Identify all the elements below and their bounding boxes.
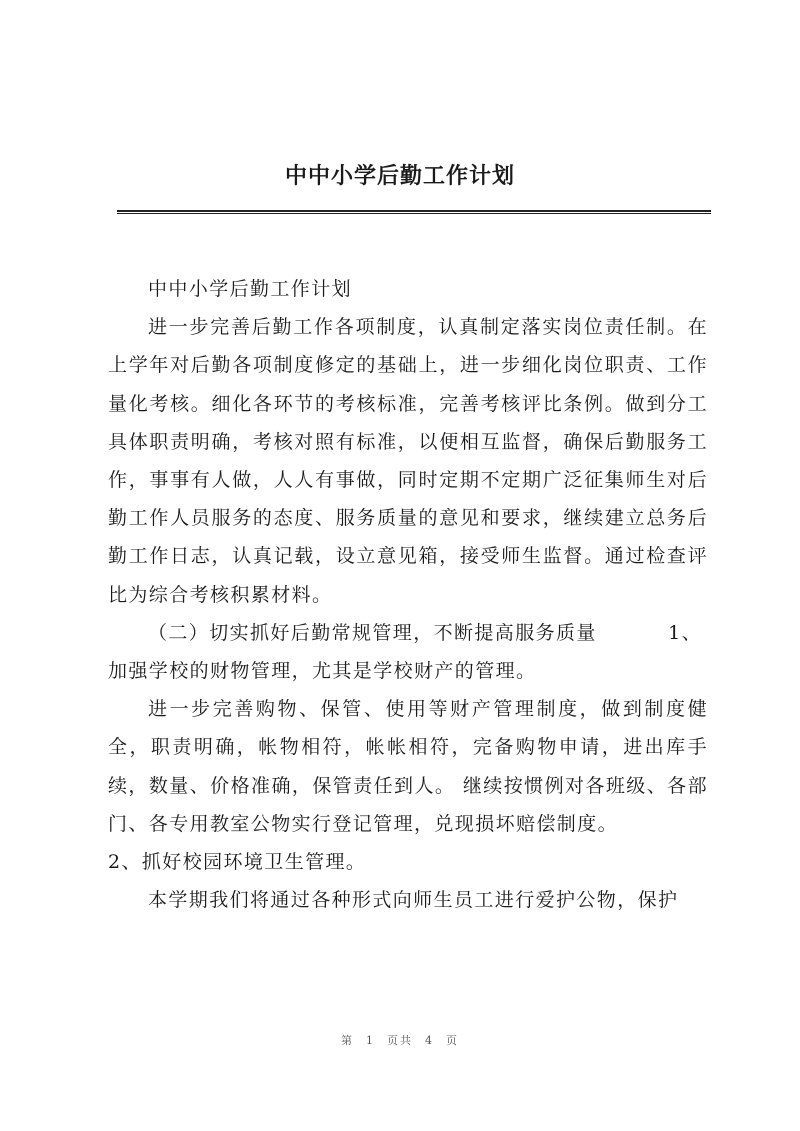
item-one-number: 1、	[668, 621, 702, 644]
footer-page-number: 1	[366, 1034, 375, 1047]
page-title: 中中小学后勤工作计划	[284, 164, 515, 189]
paragraph-item-one: 加强学校的财物管理，尤其是学校财产的管理。	[108, 660, 537, 683]
paragraph-section-two	[108, 614, 708, 652]
title-divider	[117, 210, 711, 214]
paragraph-item-two: 2、抓好校园环境卫生管理。	[108, 851, 367, 874]
paragraph-environment: 本学期我们将通过各种形式向师生员工进行爱护公物，保护	[148, 889, 679, 912]
footer-label-ye: 页	[446, 1034, 459, 1047]
page-footer	[0, 1032, 800, 1048]
paragraph-rules: 进一步完善后勤工作各项制度，认真制定落实岗位责任制。在上学年对后勤各项制度修定的基础上，进一步细化岗位职责、工作量化考核。细化各环节的考核标准，完善考核评比条例。做到分工具体职责明确，考核对照有标准，以便相互监督，确保后勤服务工作，事事有人做，人人有事做，同时定期不定期广泛征集师生对后勤工作人员服务的态度、服务质量的意见和要求，继续建立总务后勤工作日志，认真记载，设立意见箱，接受师生监督。通过检查评比为综合考核积累材料。	[108, 316, 708, 606]
footer-total-pages: 4	[425, 1034, 434, 1047]
section-two-heading: （二）切实抓好后勤常规管理，不断提高服务质量	[148, 621, 597, 644]
footer-label-ye-gong: 页共	[387, 1034, 413, 1047]
document-body	[108, 270, 708, 919]
paragraph-property: 进一步完善购物、保管、使用等财产管理制度，做到制度健全，职责明确，帐物相符，帐帐相符，完备购物申请，进出库手续，数量、价格准确，保管责任到人。 继续按惯例对各班级、各部门、各专用教室公物实行登记管理，兑现损坏赔偿制度。	[108, 698, 708, 835]
footer-label-di: 第	[341, 1034, 354, 1047]
paragraph-subtitle: 中中小学后勤工作计划	[148, 278, 353, 300]
